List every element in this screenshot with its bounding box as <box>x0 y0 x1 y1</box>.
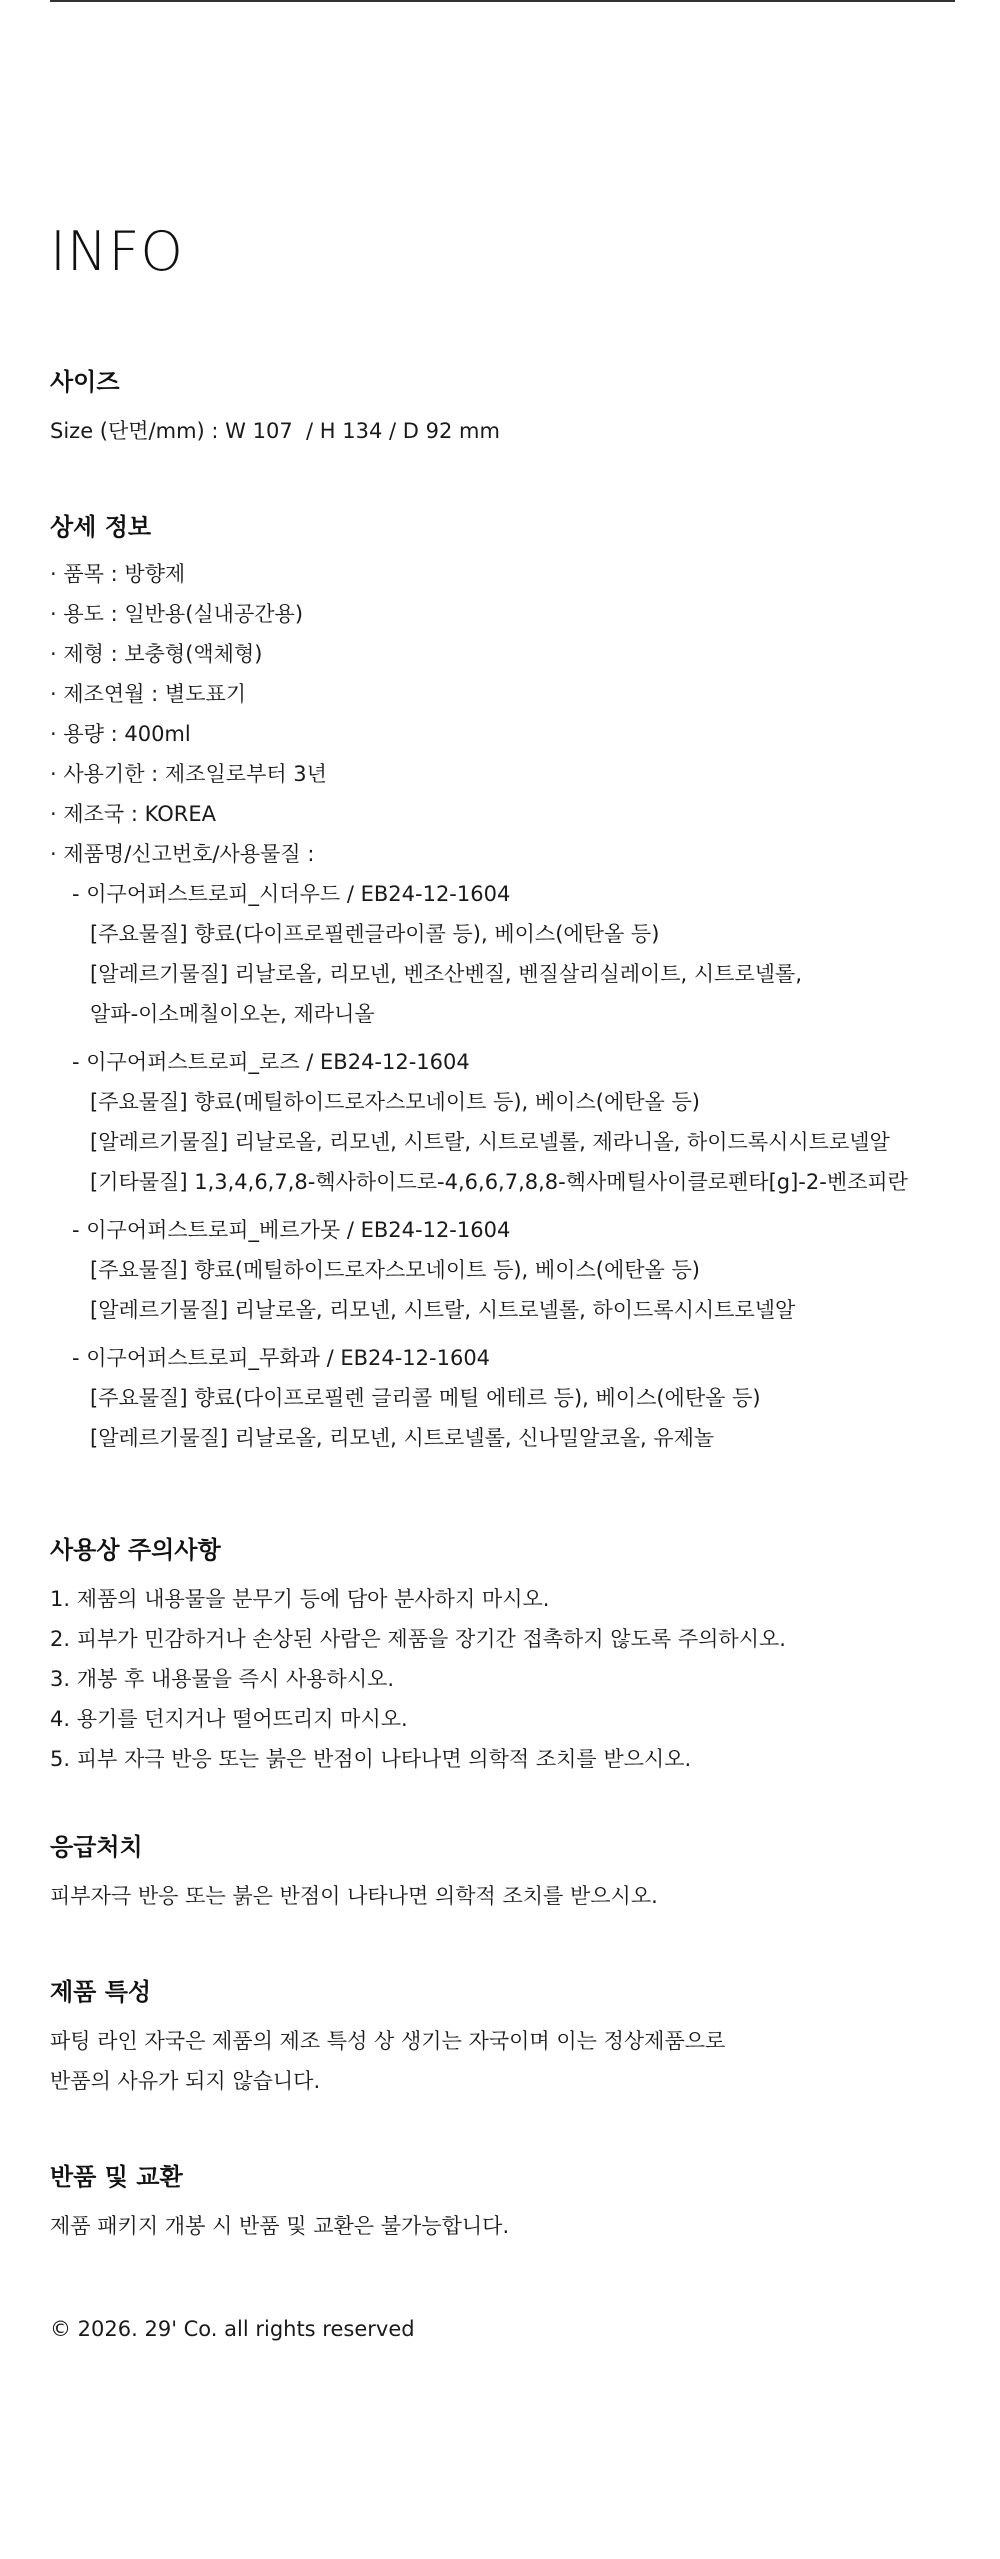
detail-item: · 제형 : 보충형(액체형) <box>50 642 263 666</box>
caution-item: 5. 피부 자극 반응 또는 붉은 반점이 나타나면 의학적 조치를 받으시오. <box>50 1747 692 1771</box>
product-line: [알레르기물질] 리날로올, 리모넨, 시트로넬롤, 신나밀알코올, 유제놀 <box>90 1426 715 1450</box>
product-fig <box>50 1338 955 1458</box>
cautions-heading: 사용상 주의사항 <box>50 1536 221 1564</box>
detail-item: · 제품명/신고번호/사용물질 : <box>50 842 315 866</box>
detail-item: · 사용기한 : 제조일로부터 3년 <box>50 762 327 786</box>
product-name: - 이구어퍼스트로피_시더우드 / EB24-12-1604 <box>72 882 511 906</box>
details-heading: 상세 정보 <box>50 513 152 541</box>
features-line: 파팅 라인 자국은 제품의 제조 특성 상 생기는 자국이며 이는 정상제품으로 <box>50 2029 726 2053</box>
cautions-section <box>50 1533 955 1779</box>
product-line: 알파-이소메칠이오논, 제라니올 <box>90 1002 375 1026</box>
product-line: [주요물질] 향료(다이프로필렌 글리콜 메틸 에테르 등), 베이스(에탄올 등) <box>90 1386 761 1410</box>
returns-text: 제품 패키지 개봉 시 반품 및 교환은 불가능합니다. <box>50 2214 510 2238</box>
product-bergamot <box>50 1210 955 1330</box>
first-aid-heading: 응급처치 <box>50 1833 143 1861</box>
returns-heading: 반품 및 교환 <box>50 2163 183 2191</box>
returns-section <box>50 2160 955 2246</box>
features-line: 반품의 사유가 되지 않습니다. <box>50 2069 321 2093</box>
detail-item: · 용량 : 400ml <box>50 722 191 746</box>
product-line: [기타물질] 1,3,4,6,7,8-헥사하이드로-4,6,6,7,8,8-헥사메틸사이클로펜타[g]-2-벤조피란 <box>90 1170 908 1194</box>
size-text: Size (단면/mm) : W 107 / H 134 / D 92 mm <box>50 419 500 443</box>
details-section <box>50 510 955 1458</box>
first-aid-section <box>50 1830 955 1916</box>
detail-item: · 품목 : 방향제 <box>50 562 186 586</box>
caution-item: 1. 제품의 내용물을 분무기 등에 담아 분사하지 마시오. <box>50 1587 550 1611</box>
size-section <box>50 365 955 451</box>
caution-item: 3. 개봉 후 내용물을 즉시 사용하시오. <box>50 1667 395 1691</box>
product-line: [주요물질] 향료(메틸하이드로자스모네이트 등), 베이스(에탄올 등) <box>90 1258 700 1282</box>
product-line: [주요물질] 향료(메틸하이드로자스모네이트 등), 베이스(에탄올 등) <box>90 1090 700 1114</box>
top-divider <box>50 0 955 2</box>
detail-item: · 용도 : 일반용(실내공간용) <box>50 602 304 626</box>
detail-item: · 제조국 : KOREA <box>50 802 217 826</box>
first-aid-text: 피부자극 반응 또는 붉은 반점이 나타나면 의학적 조치를 받으시오. <box>50 1884 658 1908</box>
product-name: - 이구어퍼스트로피_로즈 / EB24-12-1604 <box>72 1050 470 1074</box>
features-heading: 제품 특성 <box>50 1978 152 2006</box>
product-line: [주요물질] 향료(다이프로필렌글라이콜 등), 베이스(에탄올 등) <box>90 922 660 946</box>
size-heading: 사이즈 <box>50 368 120 396</box>
product-line: [알레르기물질] 리날로올, 리모넨, 시트랄, 시트로넬롤, 하이드록시시트로넬알 <box>90 1298 796 1322</box>
product-rose <box>50 1042 955 1202</box>
product-cedarwood <box>50 874 955 1034</box>
caution-item: 2. 피부가 민감하거나 손상된 사람은 제품을 장기간 접촉하지 않도록 주의하시오. <box>50 1627 786 1651</box>
info-title: INFO <box>50 220 184 283</box>
features-section <box>50 1975 955 2101</box>
product-line: [알레르기물질] 리날로올, 리모넨, 시트랄, 시트로넬롤, 제라니올, 하이드록시시트로넬알 <box>90 1130 890 1154</box>
product-name: - 이구어퍼스트로피_무화과 / EB24-12-1604 <box>72 1346 491 1370</box>
caution-item: 4. 용기를 던지거나 떨어뜨리지 마시오. <box>50 1707 408 1731</box>
detail-item: · 제조연월 : 별도표기 <box>50 682 247 706</box>
copyright-text: © 2026. 29' Co. all rights reserved <box>50 2317 415 2341</box>
product-name: - 이구어퍼스트로피_베르가못 / EB24-12-1604 <box>72 1218 511 1242</box>
product-line: [알레르기물질] 리날로올, 리모넨, 벤조산벤질, 벤질살리실레이트, 시트로넬롤, <box>90 962 803 986</box>
